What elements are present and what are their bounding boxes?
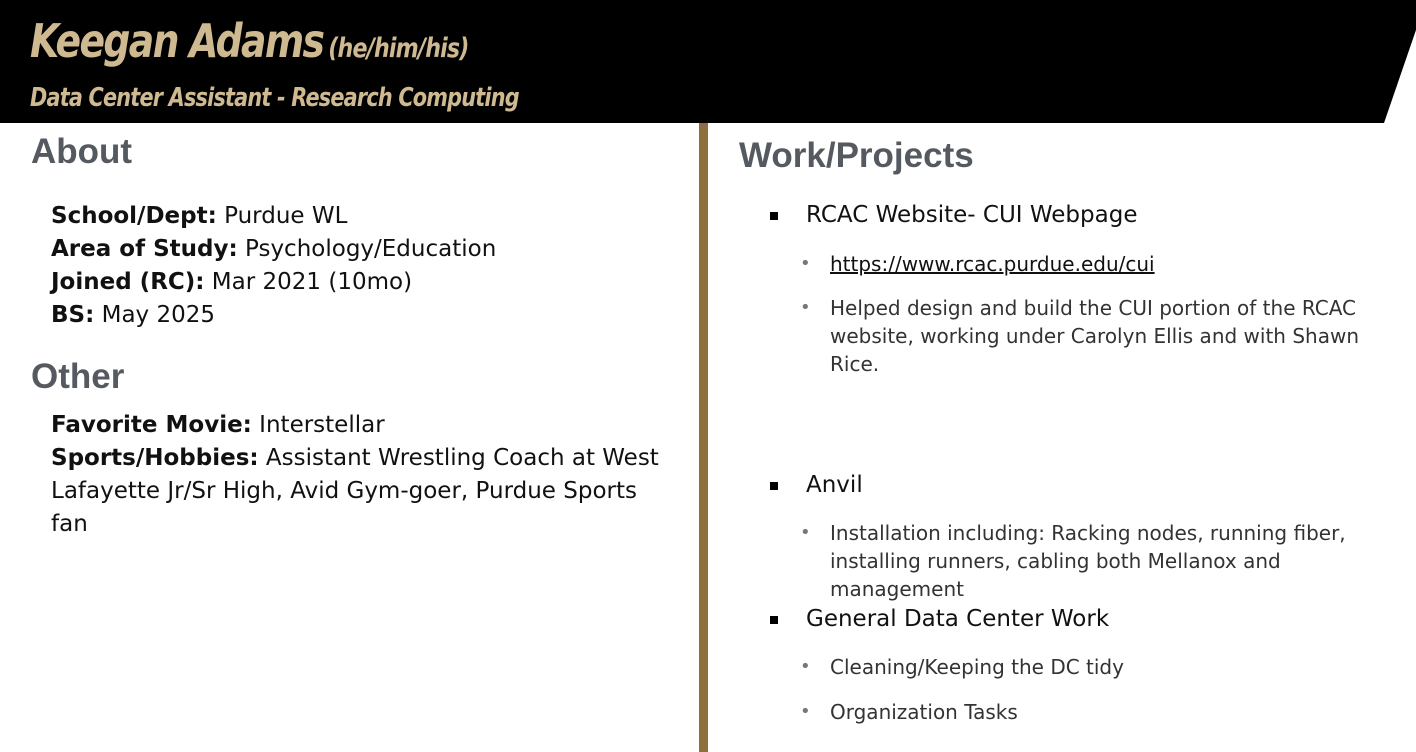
rcac-cui-link[interactable]: https://www.rcac.purdue.edu/cui: [830, 252, 1155, 276]
work-item-title: RCAC Website- CUI Webpage: [806, 202, 1138, 228]
header-banner: [0, 0, 1416, 123]
work-item-title: Anvil: [806, 472, 863, 498]
dot-bullet-icon: •: [800, 522, 811, 543]
row-label: Sports/Hobbies:: [51, 445, 259, 471]
dot-bullet-icon: •: [800, 701, 811, 722]
row-value: Assistant Wrestling Coach at West Lafayette Jr/Sr High, Avid Gym-goer, Purdue Sports fan: [51, 445, 659, 537]
column-divider: [699, 123, 708, 752]
subitem-text: Helped design and build the CUI portion of the RCAC website, working under Carolyn Ellis and with Shawn Rice.: [830, 296, 1359, 376]
about-row-school: [51, 200, 496, 233]
row-label: Favorite Movie:: [51, 412, 252, 438]
square-bullet-icon: [770, 616, 778, 624]
row-value: May 2025: [94, 302, 216, 328]
row-value: Psychology/Education: [237, 236, 497, 262]
dot-bullet-icon: •: [800, 253, 811, 274]
dot-bullet-icon: •: [800, 656, 811, 677]
about-row-joined: [51, 266, 496, 299]
work-heading: Work/Projects: [739, 136, 974, 175]
row-label: Joined (RC):: [51, 269, 205, 295]
subitem-text: Organization Tasks: [830, 700, 1018, 724]
square-bullet-icon: [770, 212, 778, 220]
row-value: Interstellar: [251, 412, 385, 438]
pronouns: (he/him/his): [328, 33, 469, 64]
other-row-hobbies: [51, 442, 661, 541]
row-value: Purdue WL: [216, 203, 348, 229]
about-row-study: [51, 233, 496, 266]
other-details: [51, 409, 661, 541]
dot-bullet-icon: •: [800, 297, 811, 318]
row-label: Area of Study:: [51, 236, 238, 262]
subitem-text: Installation including: Racking nodes, running fiber, installing runners, cabling both Mellanox and management: [830, 521, 1346, 601]
about-heading: About: [31, 132, 133, 171]
person-name-line: [30, 14, 469, 68]
row-label: School/Dept:: [51, 203, 217, 229]
row-label: BS:: [51, 302, 95, 328]
person-name: Keegan Adams: [30, 14, 324, 68]
square-bullet-icon: [770, 482, 778, 490]
other-heading: Other: [31, 357, 125, 396]
about-row-bs: [51, 299, 496, 332]
job-title: Data Center Assistant - Research Computing: [30, 83, 519, 113]
subitem-text: Cleaning/Keeping the DC tidy: [830, 655, 1124, 679]
about-details: [51, 200, 496, 332]
row-value: Mar 2021 (10mo): [204, 269, 413, 295]
work-item-title: General Data Center Work: [806, 606, 1110, 632]
other-row-movie: [51, 409, 661, 442]
